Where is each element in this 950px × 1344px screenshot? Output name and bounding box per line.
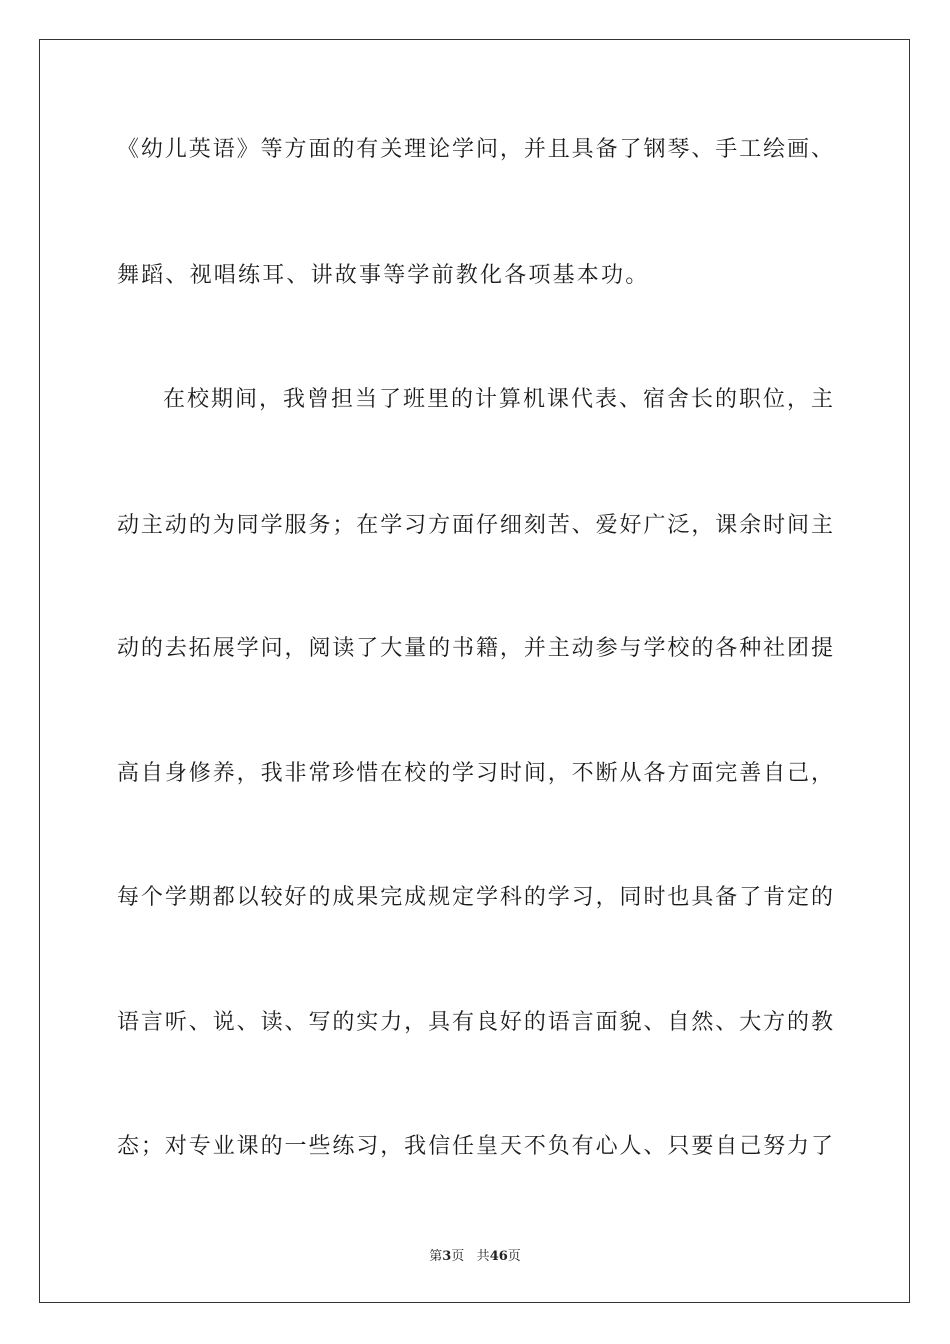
paragraph-line: 舞蹈、视唱练耳、讲故事等学前教化各项基本功。 (117, 263, 650, 288)
paragraph-line: 态；对专业课的一些练习，我信任皇天不负有心人、只要自己努力了 (117, 1134, 833, 1159)
page-number: 3 (442, 1249, 452, 1264)
paragraph-line: 每个学期都以较好的成果完成规定学科的学习，同时也具备了肯定的 (117, 885, 833, 910)
paragraph-line: 语言听、说、读、写的实力，具有良好的语言面貌、自然、大方的教 (117, 1010, 833, 1035)
total-suffix: 页 (507, 1249, 521, 1264)
page-footer (0, 1248, 950, 1266)
paragraph-line: 动的去拓展学问，阅读了大量的书籍，并主动参与学校的各种社团提 (117, 636, 833, 661)
paragraph-line: 高自身修养，我非常珍惜在校的学习时间，不断从各方面完善自己， (117, 761, 833, 786)
total-prefix: 共 (476, 1249, 490, 1264)
page-border (39, 39, 910, 1303)
page-suffix: 页 (451, 1249, 465, 1264)
page-prefix: 第 (429, 1249, 443, 1264)
paragraph-line: 动主动的为同学服务；在学习方面仔细刻苦、爱好广泛，课余时间主 (117, 513, 833, 538)
paragraph-line: 在校期间，我曾担当了班里的计算机课代表、宿舍长的职位，主 (163, 387, 833, 412)
total-pages: 46 (489, 1249, 508, 1264)
paragraph-line: 《幼儿英语》等方面的有关理论学问，并且具备了钢琴、手工绘画、 (117, 137, 833, 162)
